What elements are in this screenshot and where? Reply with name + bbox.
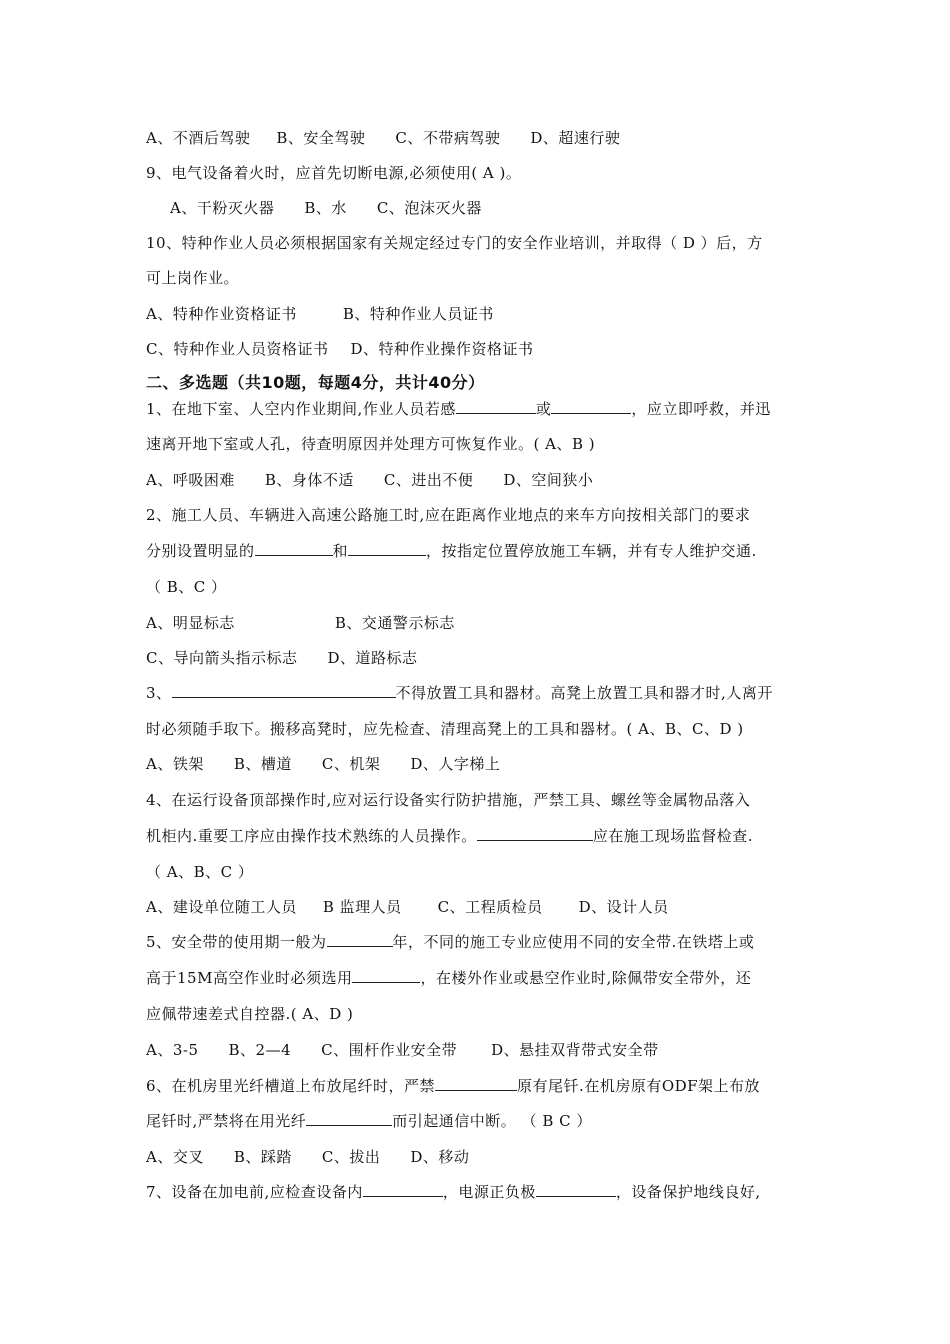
option-a: A、呼吸困难 — [146, 471, 235, 489]
q10-options-cd — [146, 339, 830, 359]
text-segment: 7、设备在加电前,应检查设备内 — [146, 1183, 363, 1201]
option-c: C、特种作业人员资格证书 — [146, 340, 329, 358]
option-d: D、空间狭小 — [503, 471, 594, 489]
option-d: D、超速行驶 — [530, 129, 621, 147]
q10-text-line1: 10、特种作业人员必须根据国家有关规定经过专门的安全作业培训，并取得（ D ）后，方 — [146, 234, 763, 252]
mq1-text-line1 — [146, 399, 830, 419]
text-segment: ，应立即呼救，并迅 — [631, 400, 771, 418]
mq5-options — [146, 1040, 830, 1060]
text-segment: 或 — [535, 400, 552, 418]
fill-blank — [551, 399, 631, 414]
text-segment: 而引起通信中断。 （ B C ） — [392, 1112, 592, 1130]
mq6-text-line1 — [146, 1076, 830, 1096]
mq3-text-line2: 时必须随手取下。搬移高凳时，应先检查、清理高凳上的工具和器材。( A、B、C、D ) — [146, 720, 744, 738]
option-a: A、3-5 — [146, 1041, 199, 1059]
fill-blank — [352, 968, 420, 983]
text-segment: 尾钎时,严禁将在用光纤 — [146, 1112, 307, 1130]
text-segment: 分别设置明显的 — [146, 542, 255, 560]
fill-blank — [477, 826, 593, 841]
option-a: A、建设单位随工人员 — [146, 898, 297, 916]
mq3-options — [146, 754, 830, 774]
text-segment: 和 — [332, 542, 349, 560]
option-a: A、特种作业资格证书 — [146, 305, 297, 323]
mq7-text-line1 — [146, 1182, 830, 1202]
text-segment: 1、在地下室、人空内作业期间,作业人员若感 — [146, 400, 456, 418]
text-segment: 机柜内.重要工序应由操作技术熟练的人员操作。 — [146, 827, 477, 845]
fill-blank — [327, 932, 393, 947]
option-b: B、槽道 — [233, 755, 292, 773]
text-segment: 原有尾钎.在机房原有ODF架上布放 — [517, 1077, 761, 1095]
q8-options — [146, 128, 830, 148]
q10-options-ab — [146, 304, 830, 324]
option-b: B、交通警示标志 — [334, 614, 455, 632]
option-a: A、干粉灭火器 — [170, 199, 275, 217]
text-segment: 3、 — [146, 684, 172, 702]
mq3-text-line1 — [146, 683, 830, 703]
q9-text: 9、电气设备着火时，应首先切断电源,必须使用( A )。 — [146, 164, 522, 182]
fill-blank — [536, 1182, 616, 1197]
option-a: A、铁架 — [146, 755, 204, 773]
mq2-text-line2 — [146, 541, 830, 561]
option-b: B、2—4 — [228, 1041, 292, 1059]
fill-blank — [172, 683, 396, 698]
option-c: C、泡沫灭火器 — [376, 199, 482, 217]
mq4-text-line1: 4、在运行设备顶部操作时,应对运行设备实行防护措施，严禁工具、螺丝等金属物品落入 — [146, 791, 751, 809]
option-d: D、人字梯上 — [410, 755, 501, 773]
q10-text-line2: 可上岗作业。 — [146, 269, 240, 287]
option-b: B、身体不适 — [264, 471, 354, 489]
fill-blank — [363, 1182, 443, 1197]
option-d: D、悬挂双背带式安全带 — [491, 1041, 659, 1059]
text-segment: 高于15M高空作业时必须选用 — [146, 969, 353, 987]
mq5-text-line1 — [146, 932, 830, 952]
option-c: C、导向箭头指示标志 — [146, 649, 298, 667]
text-segment: ，设备保护地线良好, — [615, 1183, 761, 1201]
section-heading: 二、多选题（共10题，每题4分，共计40分） — [146, 373, 485, 392]
text-segment: 不得放置工具和器材。高凳上放置工具和器才时,人离开 — [395, 684, 773, 702]
option-a: A、不酒后驾驶 — [146, 129, 251, 147]
option-c: C、工程质检员 — [437, 898, 543, 916]
option-c: C、围杆作业安全带 — [321, 1041, 458, 1059]
mq2-options-ab — [146, 613, 830, 633]
mq1-options — [146, 470, 830, 490]
option-d: D、特种作业操作资格证书 — [350, 340, 534, 358]
option-a: A、明显标志 — [146, 614, 235, 632]
fill-blank — [306, 1111, 392, 1126]
option-b: B 监理人员 — [322, 898, 402, 916]
mq2-text-line1: 2、施工人员、车辆进入高速公路施工时,应在距离作业地点的来车方向按相关部门的要求 — [146, 506, 751, 524]
option-d: D、设计人员 — [578, 898, 669, 916]
mq5-text-line2 — [146, 968, 830, 988]
text-segment: 5、安全带的使用期一般为 — [146, 933, 327, 951]
mq4-answer: （ A、B、C ） — [146, 863, 254, 881]
text-segment: ，在楼外作业或悬空作业时,除佩带安全带外，还 — [420, 969, 752, 987]
text-segment: ，电源正负极 — [442, 1183, 536, 1201]
fill-blank — [348, 541, 426, 556]
mq1-text-line2: 速离开地下室或人孔，待查明原因并处理方可恢复作业。( A、B ) — [146, 435, 596, 453]
option-c: C、拔出 — [321, 1148, 381, 1166]
option-c: C、机架 — [321, 755, 381, 773]
mq4-text-line2 — [146, 826, 830, 846]
mq2-answer: （ B、C ） — [146, 578, 227, 596]
option-a: A、交叉 — [146, 1148, 204, 1166]
mq6-options — [146, 1147, 830, 1167]
fill-blank — [456, 399, 536, 414]
text-segment: 6、在机房里光纤槽道上布放尾纤时，严禁 — [146, 1077, 436, 1095]
mq6-text-line2 — [146, 1111, 830, 1131]
mq4-options — [146, 897, 830, 917]
option-b: B、特种作业人员证书 — [342, 305, 494, 323]
fill-blank — [255, 541, 333, 556]
fill-blank — [435, 1076, 517, 1091]
option-b: B、安全驾驶 — [276, 129, 366, 147]
mq2-options-cd — [146, 648, 830, 668]
option-b: B、踩踏 — [233, 1148, 292, 1166]
option-c: C、进出不便 — [383, 471, 474, 489]
text-segment: 应在施工现场监督检查. — [592, 827, 754, 845]
text-segment: ，按指定位置停放施工车辆，并有专人维护交通. — [426, 542, 757, 560]
option-d: D、道路标志 — [327, 649, 418, 667]
option-b: B、水 — [304, 199, 347, 217]
q9-options — [170, 198, 830, 218]
option-c: C、不带病驾驶 — [395, 129, 501, 147]
text-segment: 年，不同的施工专业应使用不同的安全带.在铁塔上或 — [392, 933, 755, 951]
mq5-answer: 应佩带速差式自控器.( A、D ) — [146, 1005, 354, 1023]
option-d: D、移动 — [410, 1148, 470, 1166]
